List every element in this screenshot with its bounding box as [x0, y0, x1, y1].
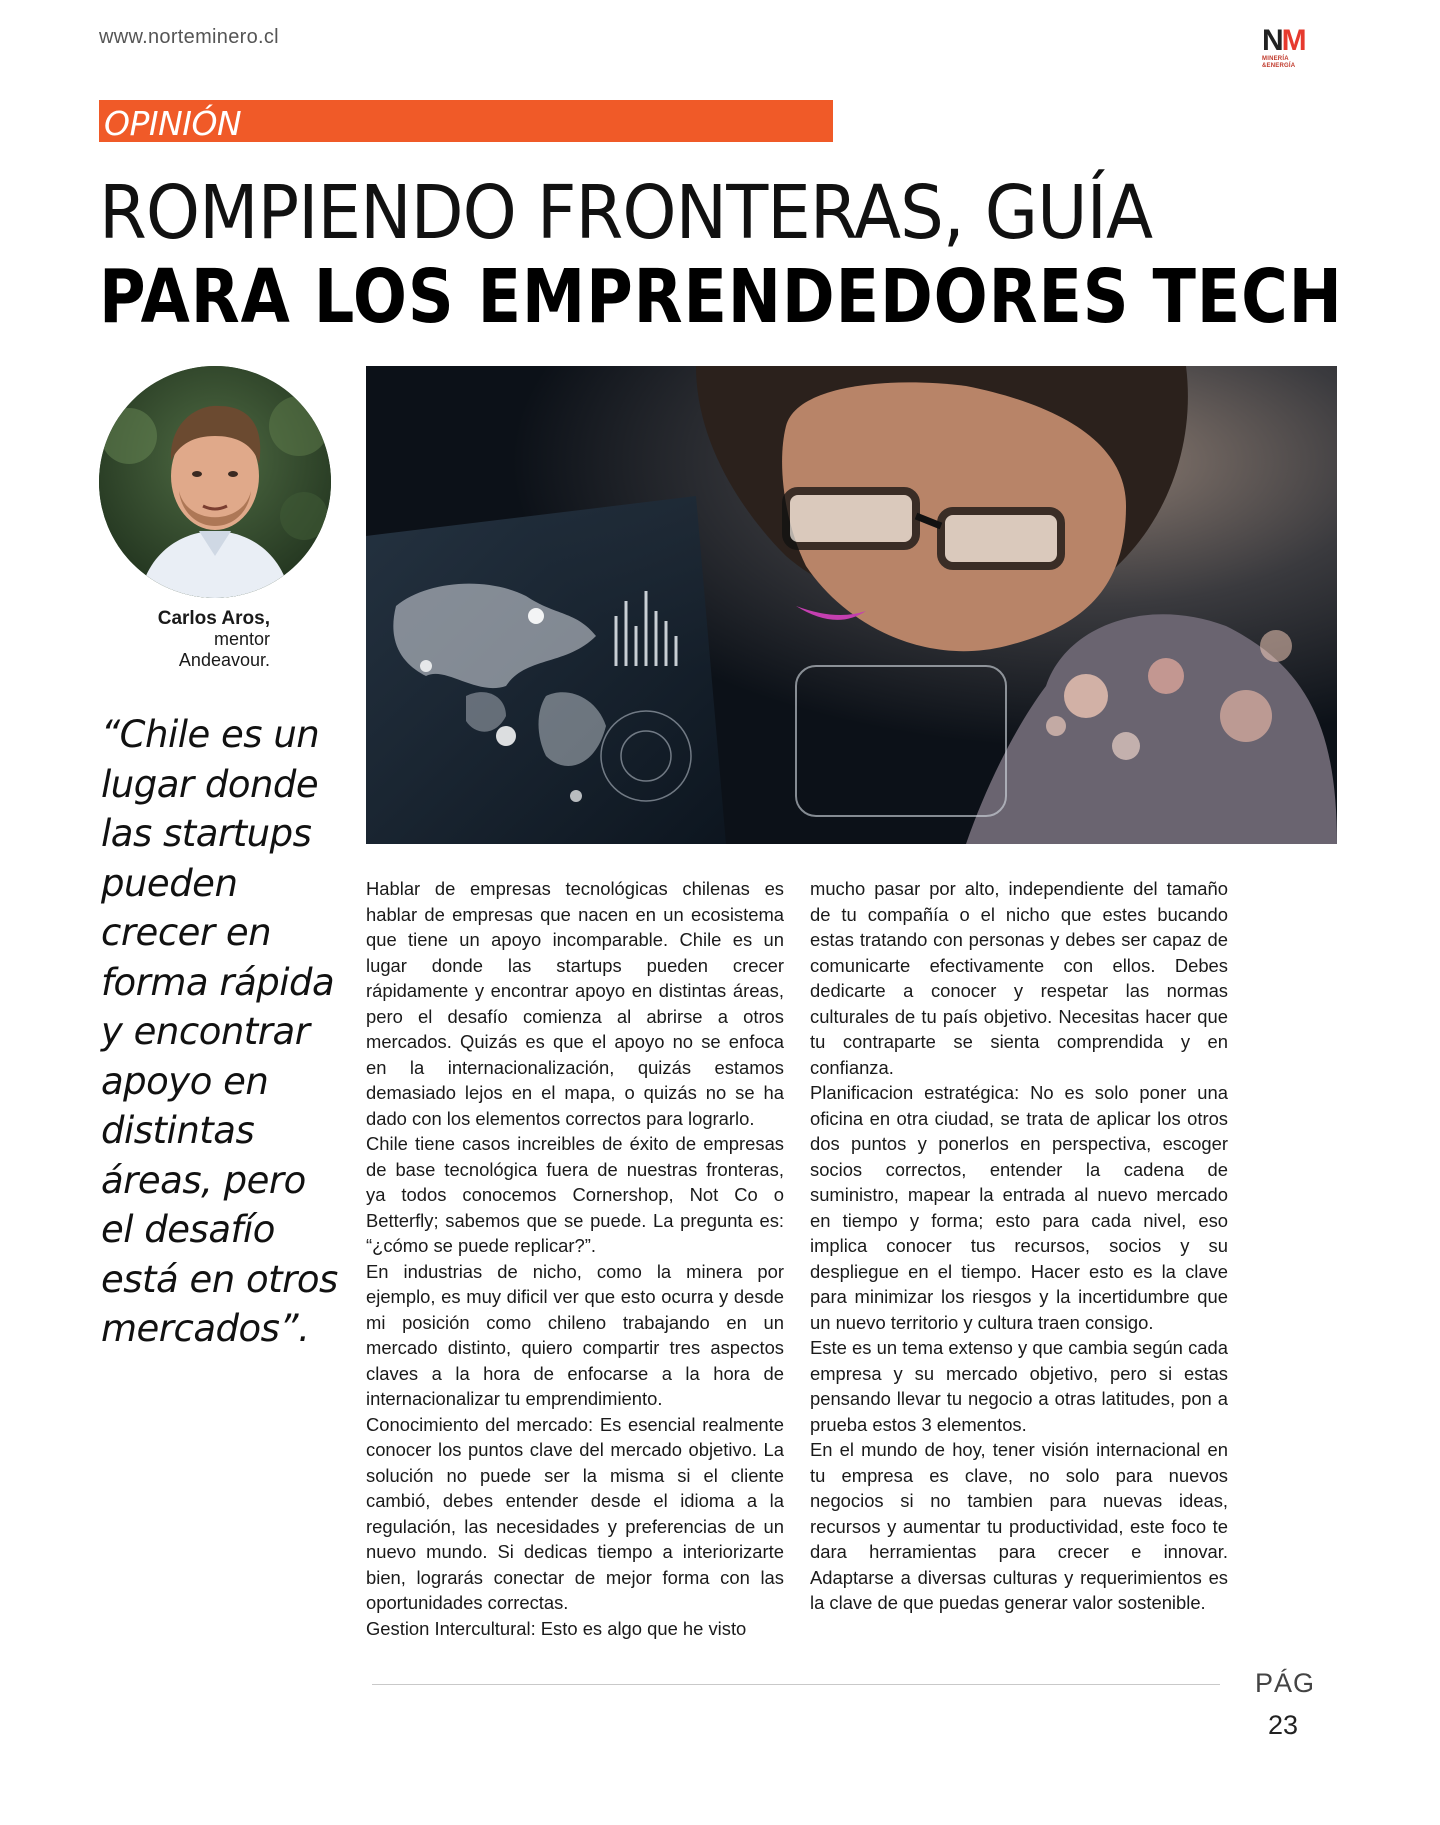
logo-tagline-1: MINERÍA [1262, 56, 1289, 62]
section-label: OPINIÓN [104, 104, 242, 143]
body-column-2 [810, 876, 1228, 1616]
section-banner [99, 100, 833, 142]
author-org: Andeavour. [178, 650, 270, 670]
body-paragraph: Hablar de empresas tecnológicas chilenas es hablar de empresas que nacen en un ecosistema que tiene un apoyo incomparable. Chile es un lugar donde las startups pueden crecer rápidamente y encontrar apoyo en distintas áreas, pero el desafío comienza al abrirse a otros mercados. Quizás es que el apoyo no se enfoca en la internacionalización, quizás estamos demasiado lejos en el mapa, o quizás no se ha dado con los elementos correctos para lograrlo. [366, 878, 784, 1129]
hero-image [366, 366, 1337, 844]
author-caption [120, 608, 270, 671]
footer-divider [372, 1684, 1220, 1685]
body-paragraph: En el mundo de hoy, tener visión internacional en tu empresa es clave, no solo para nuevos negocios si no tambien para nuevas ideas, recursos y aumentar tu productividad, este foco te dara herramientas para crecer e innovar. Adaptarse a diversas culturas y requerimientos es la clave de que puedas generar valor sostenible. [810, 1439, 1228, 1613]
logo-letter-n: N [1262, 24, 1282, 57]
page-label: PÁG [1255, 1668, 1316, 1698]
body-paragraph: mucho pasar por alto, independiente del tamaño de tu compañía o el nicho que estes bucando estas tratando con personas y debes ser capaz de comunicarte efectivamente con ellos. Debes dedicarte a conocer y respetar las normas culturales de tu país objetivo. Necesitas hacer que tu contraparte se sienta comprendida y en confianza. [810, 878, 1228, 1078]
body-paragraph: Este es un tema extenso y que cambia según cada empresa y su mercado objetivo, pero si estas pensando llevar tu negocio a otras latitudes, pon a prueba estos 3 elementos. [810, 1337, 1228, 1435]
author-role: mentor [213, 629, 270, 649]
author-photo [99, 366, 331, 598]
pull-quote: “Chile es un lugar donde las startups pueden crecer en forma rápida y encontrar apoyo en distintas áreas, pero el desafío está en otros mercados”. [101, 713, 338, 1350]
body-paragraph: Chile tiene casos increibles de éxito de empresas de base tecnológica fuera de nuestras fronteras, ya todos conocemos Cornershop, Not Co o Betterfly; sabemos que se puede. La pregunta es: “¿cómo se puede replicar?”. [366, 1133, 784, 1256]
body-column-1 [366, 876, 784, 1641]
body-paragraph: En industrias de nicho, como la minera por ejemplo, es muy dificil ver que esto ocurra y desde mi posición como chileno trabajando en un mercado distinto, quiero compartir tres aspectos claves a la hora de enfocarse a la hora de internacionalizar tu emprendimiento. [366, 1260, 784, 1409]
page-number: 23 [1268, 1710, 1299, 1740]
headline-line-2: PARA LOS EMPRENDEDORES TECH [99, 254, 1343, 340]
logo-tagline-2: &ENERGÍA [1262, 63, 1296, 69]
body-paragraph: Gestion Intercultural: Esto es algo que he visto [366, 1617, 747, 1639]
author-name: Carlos Aros, [157, 608, 270, 629]
body-paragraph: Planificacion estratégica: No es solo poner una oficina en otra ciudad, se trata de aplicar los otros dos puntos y ponerlos en perspectiva, escoger socios correctos, entender la cadena de suministro, mapear la entrada al nuevo mercado en tiempo y forma; esto para cada nivel, eso implica conocer tus recursos, socios y su despliegue en el tiempo. Hacer esto es la clave para minimizar los riesgos y la incertidumbre que un nuevo territorio y cultura traen consigo. [810, 1082, 1228, 1333]
headline-line-1: ROMPIENDO FRONTERAS, GUÍA [99, 170, 1153, 256]
site-url: www.norteminero.cl [99, 26, 279, 48]
logo-letter-m: M [1281, 24, 1305, 57]
body-paragraph: Conocimiento del mercado: Es esencial realmente conocer los puntos clave del mercado objetivo. La solución no puede ser la misma si el cliente cambió, debes entender desde el idioma a la regulación, las necesidades y preferencias de un nuevo mundo. Si dedicas tiempo a interiorizarte bien, lograrás conectar de mejor forma con las oportunidades correctas. [366, 1413, 784, 1613]
publication-logo [1262, 26, 1322, 70]
